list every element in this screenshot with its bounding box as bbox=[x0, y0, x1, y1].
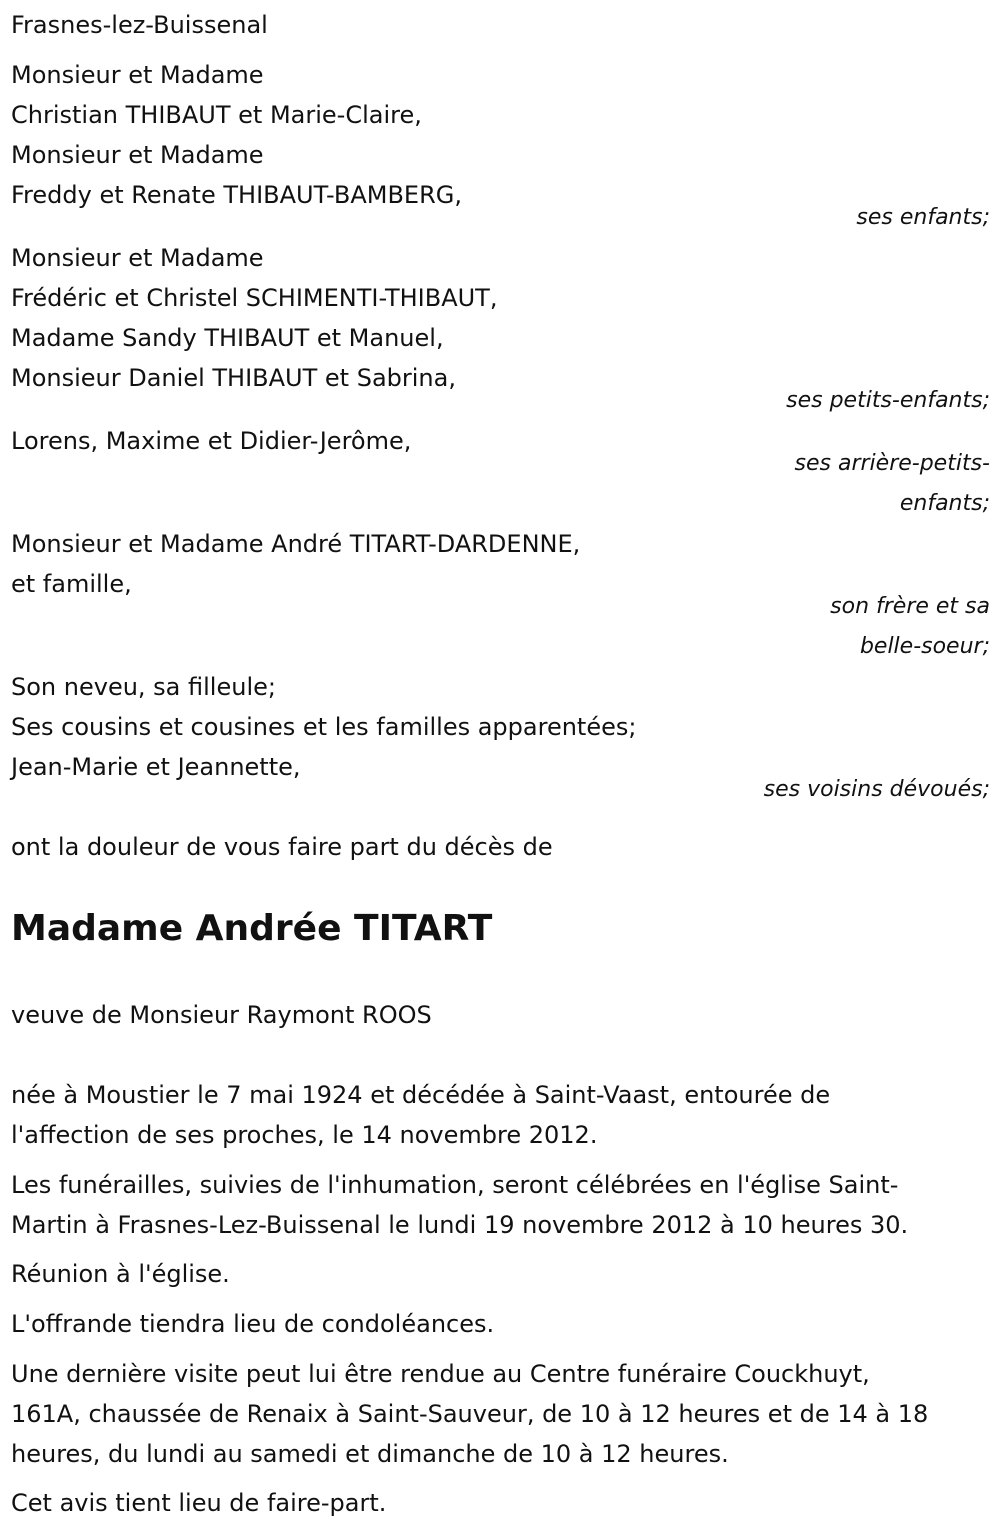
relation-label: son frère et sa bbox=[830, 594, 990, 619]
announcement-line: ont la douleur de vous faire part du décès de bbox=[11, 833, 553, 861]
paragraph-line: 161A, chaussée de Renaix à Saint-Sauveur, de 10 à 12 heures et de 14 à 18 bbox=[11, 1400, 929, 1428]
family-line: Monsieur et Madame André TITART-DARDENNE, bbox=[11, 530, 581, 558]
paragraph-line: l'affection de ses proches, le 14 novembre 2012. bbox=[11, 1121, 598, 1149]
family-line: Monsieur Daniel THIBAUT et Sabrina, bbox=[11, 364, 456, 392]
relation-label: ses arrière-petits- bbox=[794, 451, 990, 476]
paragraph-line: Les funérailles, suivies de l'inhumation, seront célébrées en l'église Saint- bbox=[11, 1171, 899, 1199]
family-line: Madame Sandy THIBAUT et Manuel, bbox=[11, 324, 444, 352]
relation-label: enfants; bbox=[899, 491, 990, 516]
paragraph-line: Une dernière visite peut lui être rendue au Centre funéraire Couckhuyt, bbox=[11, 1360, 870, 1388]
relation-label: ses enfants; bbox=[856, 205, 990, 230]
relation-label: ses petits-enfants; bbox=[786, 388, 990, 413]
paragraph-line: née à Moustier le 7 mai 1924 et décédée à Saint-Vaast, entourée de bbox=[11, 1081, 831, 1109]
paragraph-line: Réunion à l'église. bbox=[11, 1260, 230, 1288]
family-line: Frédéric et Christel SCHIMENTI-THIBAUT, bbox=[11, 284, 498, 312]
family-line: Christian THIBAUT et Marie-Claire, bbox=[11, 101, 422, 129]
family-line: Son neveu, sa filleule; bbox=[11, 673, 276, 701]
family-line: Monsieur et Madame bbox=[11, 244, 264, 272]
place-heading: Frasnes-lez-Buissenal bbox=[11, 11, 268, 39]
deceased-name: Madame Andrée TITART bbox=[11, 908, 493, 949]
paragraph-line: Martin à Frasnes-Lez-Buissenal le lundi 19 novembre 2012 à 10 heures 30. bbox=[11, 1211, 909, 1239]
family-line: Monsieur et Madame bbox=[11, 61, 264, 89]
relation-label: belle-soeur; bbox=[859, 634, 990, 659]
family-line: Ses cousins et cousines et les familles apparentées; bbox=[11, 713, 637, 741]
relation-label: ses voisins dévoués; bbox=[763, 777, 990, 802]
family-line: Jean-Marie et Jeannette, bbox=[11, 753, 301, 781]
paragraph-line: Cet avis tient lieu de faire-part. bbox=[11, 1489, 387, 1517]
widow-of-line: veuve de Monsieur Raymont ROOS bbox=[11, 1001, 432, 1029]
family-line: et famille, bbox=[11, 570, 132, 598]
family-line: Freddy et Renate THIBAUT-BAMBERG, bbox=[11, 181, 462, 209]
paragraph-line: L'offrande tiendra lieu de condoléances. bbox=[11, 1310, 495, 1338]
family-line: Lorens, Maxime et Didier-Jerôme, bbox=[11, 427, 412, 455]
family-line: Monsieur et Madame bbox=[11, 141, 264, 169]
paragraph-line: heures, du lundi au samedi et dimanche de 10 à 12 heures. bbox=[11, 1440, 729, 1468]
